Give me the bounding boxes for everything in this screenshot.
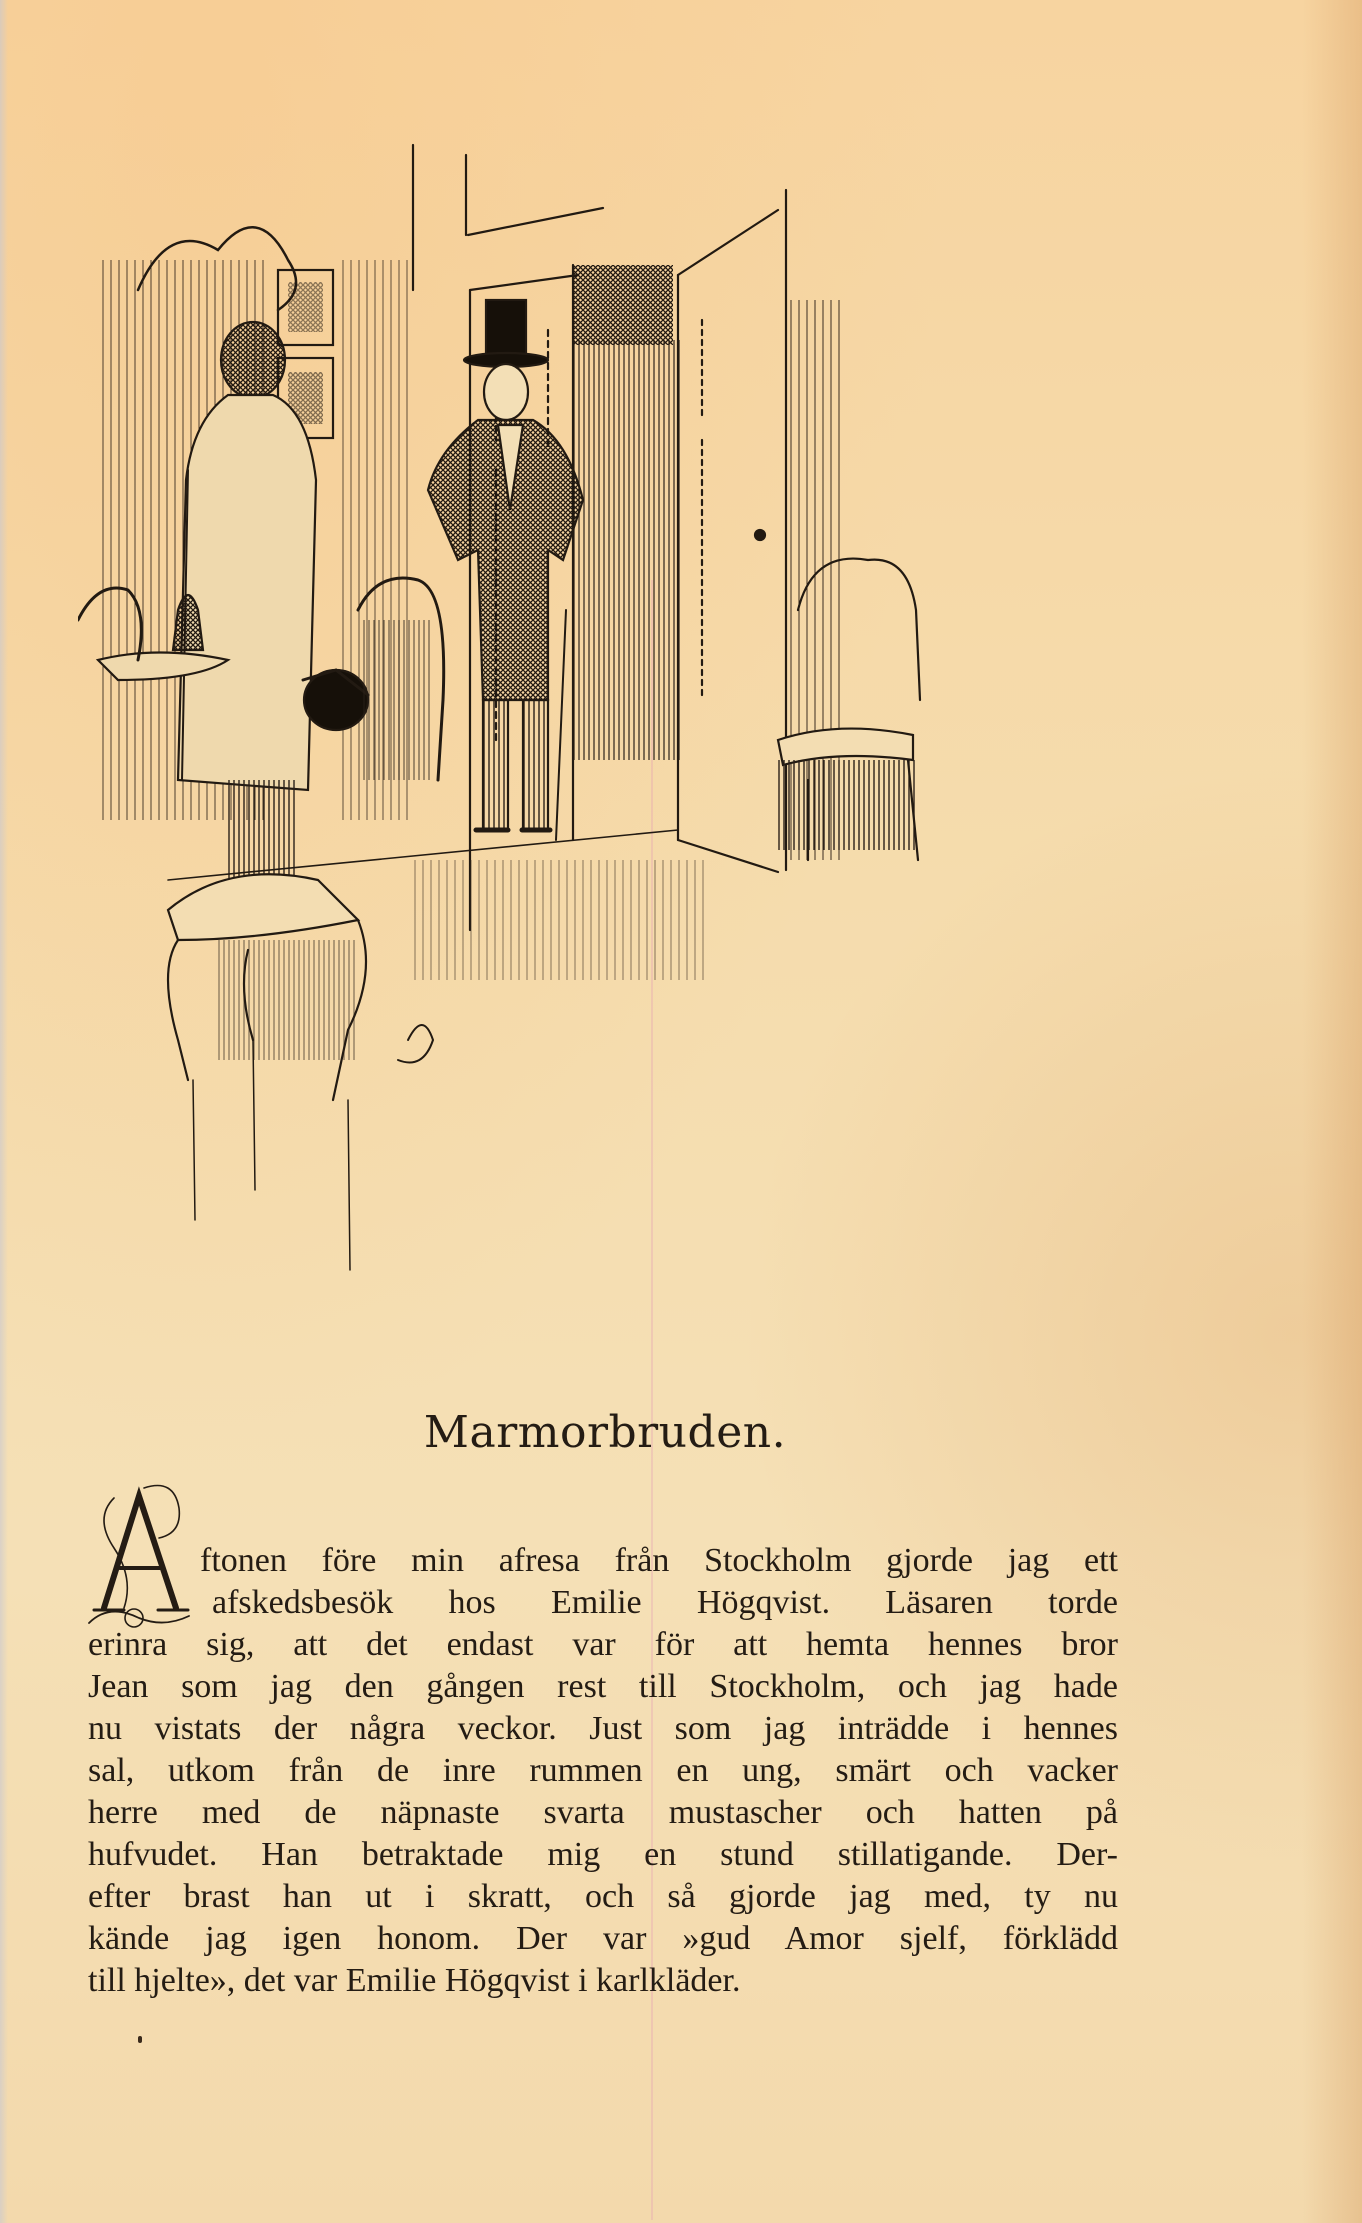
page-edge-left [0,0,8,2223]
body-line-5: nu vistats der några veckor. Just som jag inträdde i hennes [88,1710,1118,1747]
body-line-1: ftonen före min afresa från Stockholm gjorde jag ett [200,1542,1118,1579]
body-line-7: herre med de näpnaste svarta mustascher och hatten på [88,1794,1118,1831]
dropcap-a-icon [84,1478,194,1628]
body-line-9: efter brast han ut i skratt, och så gjorde jag med, ty nu [88,1878,1118,1915]
body-line-2: afskedsbesök hos Emilie Högqvist. Läsaren torde [212,1584,1118,1621]
body-text [88,1540,1118,2002]
body-line-11: till hjelte», det var Emilie Högqvist i karlkläder. [88,1962,741,1999]
chapter-title: Marmorbruden. [423,1407,787,1459]
ink-speck [138,2036,142,2043]
body-line-4: Jean som jag den gången rest till Stockholm, och jag hade [88,1668,1118,1705]
engraving-illustration [78,140,1128,1360]
body-line-10: kände jag igen honom. Der var »gud Amor sjelf, förklädd [88,1920,1118,1957]
engraving-illustration-icon [78,140,1128,1360]
body-line-8: hufvudet. Han betraktade mig en stund stillatigande. Der- [88,1836,1118,1873]
page-edge-right [1302,0,1362,2223]
body-line-3: erinra sig, att det endast var för att hemta hennes bror [88,1626,1118,1663]
body-line-6: sal, utkom från de inre rummen en ung, smärt och vacker [88,1752,1118,1789]
